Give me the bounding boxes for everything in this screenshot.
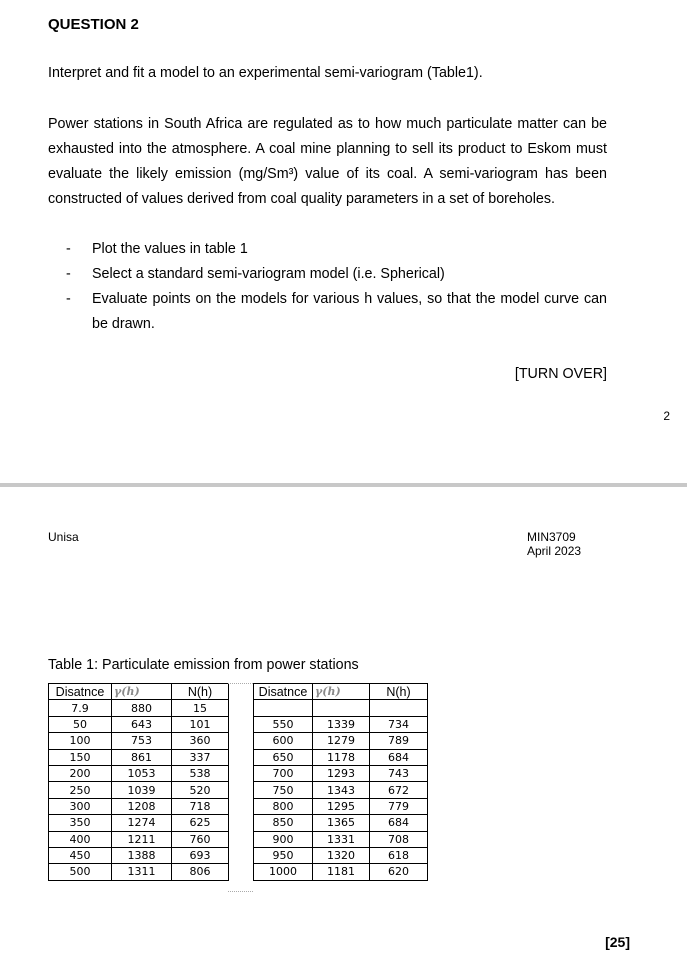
- cell-gamma: 1339: [313, 716, 370, 732]
- cell-n: 684: [370, 815, 428, 831]
- footer-course-info: [527, 530, 581, 558]
- table-row: [254, 700, 428, 716]
- intro-text: Interpret and fit a model to an experimental semi-variogram (Table1).: [48, 65, 483, 81]
- cell-n: 806: [172, 864, 229, 880]
- task-text: Evaluate points on the models for various h values, so that the model curve can be drawn.: [92, 291, 607, 332]
- marks-total: [25]: [605, 934, 630, 950]
- cell-distance: 250: [49, 782, 112, 798]
- header-gamma: γ(h): [313, 684, 370, 700]
- cell-gamma: 1178: [313, 749, 370, 765]
- table-row: [254, 765, 428, 781]
- data-table-left: [48, 683, 229, 881]
- cell-gamma: 1343: [313, 782, 370, 798]
- cell-gamma: 1039: [112, 782, 172, 798]
- cell-n: [370, 700, 428, 716]
- task-text: Plot the values in table 1: [92, 241, 248, 257]
- footer-date: April 2023: [527, 544, 582, 558]
- table-gap: [228, 683, 253, 892]
- task-item: [66, 237, 607, 262]
- table-row: [49, 847, 229, 863]
- table-row: [254, 847, 428, 863]
- cell-n: 779: [370, 798, 428, 814]
- cell-n: 625: [172, 815, 229, 831]
- cell-distance: 450: [49, 847, 112, 863]
- table-row: [254, 798, 428, 814]
- table-row: [49, 765, 229, 781]
- cell-distance: 900: [254, 831, 313, 847]
- table-row: [49, 782, 229, 798]
- table-header-row: [49, 684, 229, 700]
- cell-gamma: 1365: [313, 815, 370, 831]
- cell-gamma: 1320: [313, 847, 370, 863]
- cell-gamma: 1295: [313, 798, 370, 814]
- cell-gamma: 861: [112, 749, 172, 765]
- cell-distance: 350: [49, 815, 112, 831]
- cell-distance: 7.9: [49, 700, 112, 716]
- cell-n: 672: [370, 782, 428, 798]
- table-row: [254, 864, 428, 880]
- bullet-marker: -: [66, 241, 71, 257]
- cell-distance: 600: [254, 733, 313, 749]
- cell-distance: [254, 700, 313, 716]
- table-row: [254, 782, 428, 798]
- cell-n: 618: [370, 847, 428, 863]
- cell-n: 743: [370, 765, 428, 781]
- table-row: [49, 700, 229, 716]
- cell-gamma: 1211: [112, 831, 172, 847]
- table-row: [254, 815, 428, 831]
- data-table-right: [253, 683, 428, 881]
- header-n: N(h): [172, 684, 229, 700]
- cell-gamma: 1331: [313, 831, 370, 847]
- bullet-marker: -: [66, 291, 71, 307]
- cell-distance: 950: [254, 847, 313, 863]
- cell-distance: 550: [254, 716, 313, 732]
- cell-distance: 850: [254, 815, 313, 831]
- table-row: [254, 749, 428, 765]
- cell-distance: 700: [254, 765, 313, 781]
- cell-n: 337: [172, 749, 229, 765]
- cell-n: 360: [172, 733, 229, 749]
- cell-gamma: [313, 700, 370, 716]
- cell-n: 708: [370, 831, 428, 847]
- cell-n: 734: [370, 716, 428, 732]
- table-row: [254, 733, 428, 749]
- cell-gamma: 1208: [112, 798, 172, 814]
- cell-distance: 650: [254, 749, 313, 765]
- cell-distance: 800: [254, 798, 313, 814]
- question-paragraph: Power stations in South Africa are regulated as to how much particulate matter can be exhausted into the atmosphere. A coal mine planning to sell its product to Eskom must evaluate the likely emission (mg/Sm³) value of its coal. A semi-variogram has been constructed of values derived from coal quality parameters in a set of boreholes.: [48, 116, 607, 207]
- cell-distance: 300: [49, 798, 112, 814]
- cell-gamma: 1388: [112, 847, 172, 863]
- cell-n: 684: [370, 749, 428, 765]
- cell-n: 693: [172, 847, 229, 863]
- footer-course-code: MIN3709: [527, 530, 576, 544]
- cell-gamma: 753: [112, 733, 172, 749]
- cell-distance: 400: [49, 831, 112, 847]
- task-item: [66, 287, 607, 337]
- cell-n: 789: [370, 733, 428, 749]
- cell-gamma: 1293: [313, 765, 370, 781]
- cell-gamma: 1279: [313, 733, 370, 749]
- cell-distance: 50: [49, 716, 112, 732]
- table-caption: Table 1: Particulate emission from power stations: [48, 657, 359, 673]
- cell-n: 760: [172, 831, 229, 847]
- table-row: [49, 749, 229, 765]
- header-distance: Disatnce: [49, 684, 112, 700]
- table-row: [49, 815, 229, 831]
- cell-n: 101: [172, 716, 229, 732]
- page-number: 2: [663, 409, 670, 423]
- task-text: Select a standard semi-variogram model (i.e. Spherical): [92, 266, 445, 282]
- cell-distance: 750: [254, 782, 313, 798]
- header-distance: Disatnce: [254, 684, 313, 700]
- cell-n: 620: [370, 864, 428, 880]
- table-row: [49, 798, 229, 814]
- question-title: QUESTION 2: [48, 16, 139, 33]
- table-row: [49, 864, 229, 880]
- cell-distance: 1000: [254, 864, 313, 880]
- cell-distance: 200: [49, 765, 112, 781]
- cell-n: 15: [172, 700, 229, 716]
- cell-gamma: 880: [112, 700, 172, 716]
- bullet-marker: -: [66, 266, 71, 282]
- table-row: [254, 831, 428, 847]
- cell-n: 718: [172, 798, 229, 814]
- table-header-row: [254, 684, 428, 700]
- header-n: N(h): [370, 684, 428, 700]
- table-row: [49, 831, 229, 847]
- table-row: [49, 716, 229, 732]
- turn-over-note: [TURN OVER]: [514, 366, 607, 382]
- table-row: [49, 733, 229, 749]
- cell-distance: 150: [49, 749, 112, 765]
- cell-gamma: 1053: [112, 765, 172, 781]
- header-gamma: γ(h): [112, 684, 172, 700]
- task-item: [66, 262, 607, 287]
- cell-n: 538: [172, 765, 229, 781]
- cell-gamma: 643: [112, 716, 172, 732]
- cell-n: 520: [172, 782, 229, 798]
- cell-distance: 500: [49, 864, 112, 880]
- cell-gamma: 1181: [313, 864, 370, 880]
- footer-institution: Unisa: [48, 530, 79, 544]
- cell-gamma: 1311: [112, 864, 172, 880]
- cell-distance: 100: [49, 733, 112, 749]
- cell-gamma: 1274: [112, 815, 172, 831]
- page-separator: [0, 483, 687, 487]
- task-list: [66, 237, 607, 337]
- table-row: [254, 716, 428, 732]
